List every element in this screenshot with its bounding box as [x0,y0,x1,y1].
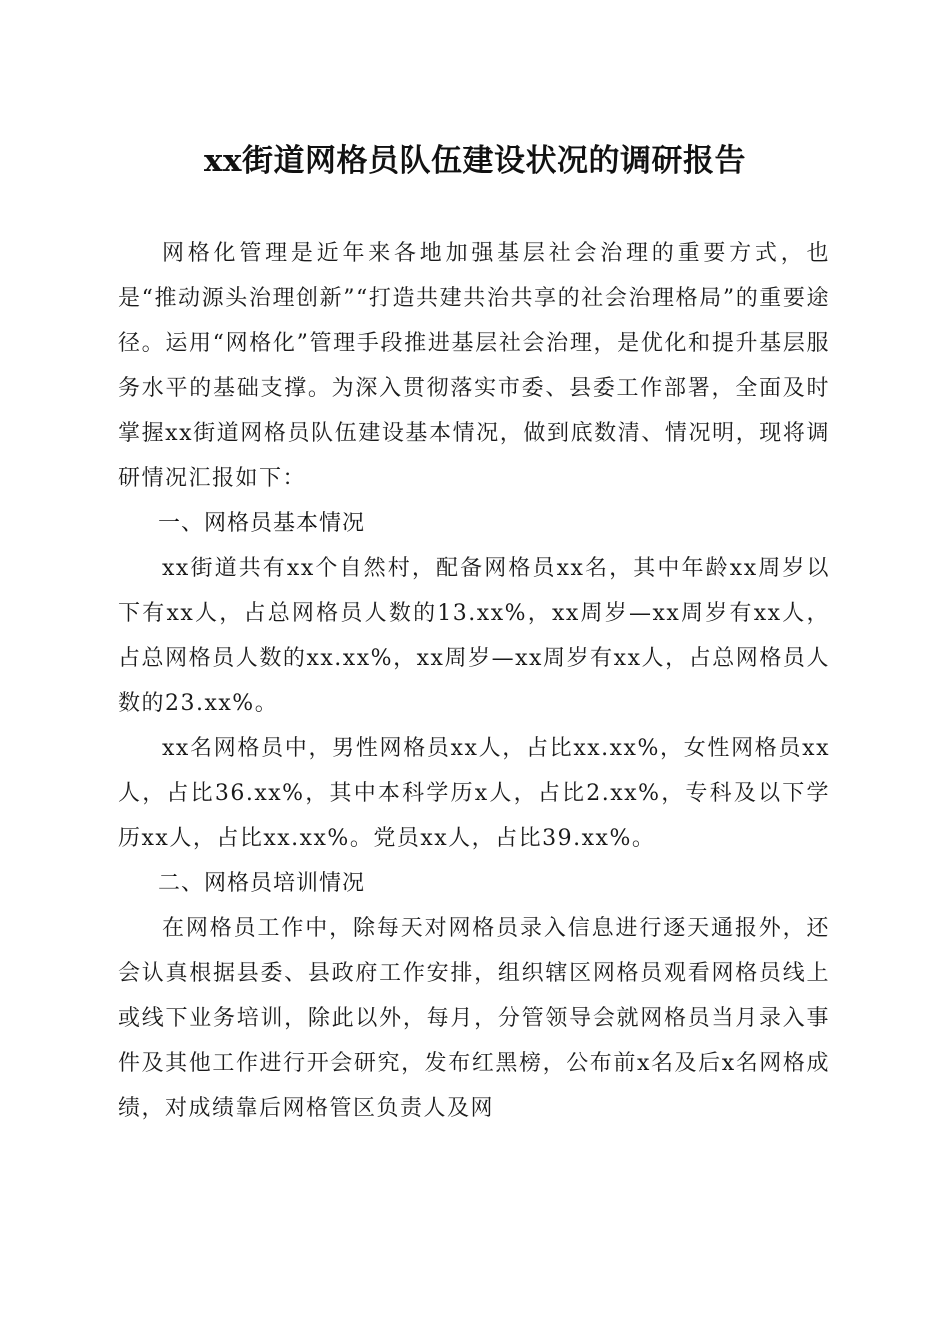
section1-paragraph-2: xx名网格员中，男性网格员xx人，占比xx.xx%，女性网格员xx人，占比36.xx%，其中本科学历x人，占比2.xx%，专科及以下学历xx人，占比xx.xx%。党员xx人，占比39.xx%。 [118,736,830,851]
section2-paragraph-1: 在网格员工作中，除每天对网格员录入信息进行逐天通报外，还会认真根据县委、县政府工作安排，组织辖区网格员观看网格员线上或线下业务培训，除此以外，每月，分管领导会就网格员当月录入事件及其他工作进行开会研究，发布红黑榜，公布前x名及后x名网格成绩，对成绩靠后网格管区负责人及网 [118,916,830,1121]
document-title: xx街道网格员队伍建设状况的调研报告 [204,143,746,179]
section1-paragraph-1: xx街道共有xx个自然村，配备网格员xx名，其中年龄xx周岁以下有xx人，占总网格员人数的13.xx%，xx周岁—xx周岁有xx人，占总网格员人数的xx.xx%，xx周岁—xx周岁有xx人，占总网格员人数的23.xx%。 [118,556,830,716]
intro-paragraph: 网格化管理是近年来各地加强基层社会治理的重要方式，也是“推动源头治理创新”“打造共建共治共享的社会治理格局”的重要途径。运用“网格化”管理手段推进基层社会治理，是优化和提升基层服务水平的基础支撑。为深入贯彻落实市委、县委工作部署，全面及时掌握xx街道网格员队伍建设基本情况，做到底数清、情况明，现将调研情况汇报如下： [118,241,830,491]
section-heading-training: 二、网格员培训情况 [158,871,366,896]
document-body [118,231,830,1131]
section-heading-basic-info: 一、网格员基本情况 [158,511,366,536]
